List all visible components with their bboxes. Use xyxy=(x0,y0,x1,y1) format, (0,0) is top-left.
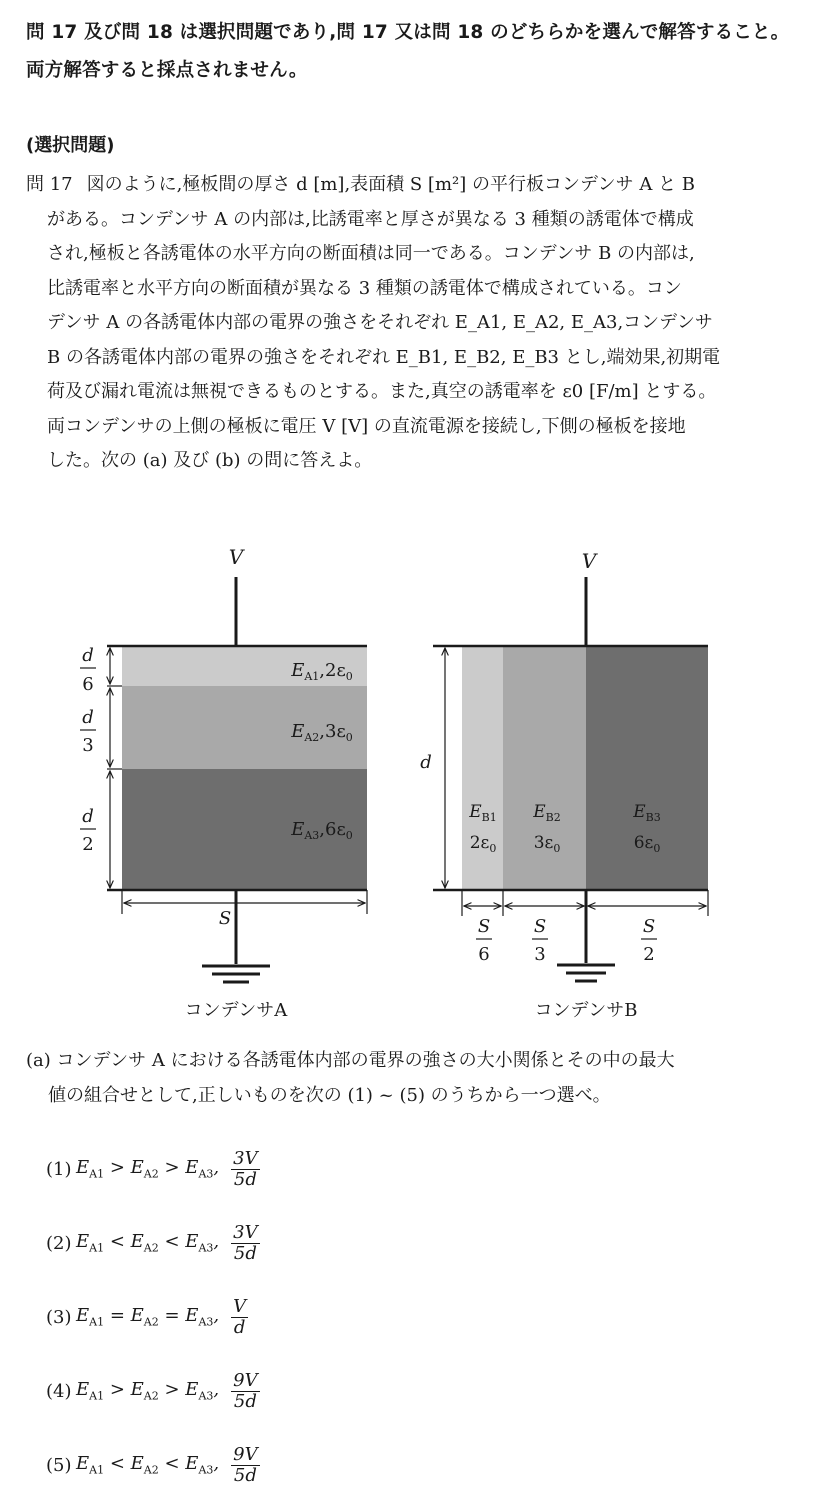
capacitor-b-ground-icon xyxy=(557,965,615,981)
question-line-5: デンサ A の各誘電体内部の電界の強さをそれぞれ E_A1, E_A2, E_A3,コンデンサ xyxy=(47,312,713,333)
capacitor-b-voltage-label: V xyxy=(581,549,597,573)
question-line-9: した。次の (a) 及び (b) の問に答えよ。 xyxy=(47,450,373,471)
notice-line-2: 両方解答すると採点されません。 xyxy=(26,60,308,81)
capacitor-b-col-3-field: $E_{B3}$ xyxy=(633,802,661,824)
capacitor-a-layer-1-label: $E_{A1},2\varepsilon_0$ xyxy=(291,660,353,683)
choice-number: (1) xyxy=(46,1158,72,1180)
capacitor-b-caption: コンデンサB xyxy=(534,1000,638,1021)
capacitor-figure xyxy=(60,530,760,1029)
dim-b2-num: S xyxy=(533,916,547,937)
choice-expression: $E_{A1} < E_{A2} < E_{A3}$, xyxy=(76,1453,220,1477)
choice-fraction: $\frac{3V}{5d}$ xyxy=(233,1147,258,1190)
question-line-4: 比誘電率と水平方向の断面積が異なる 3 種類の誘電体で構成されている。コン xyxy=(47,277,682,299)
question-line-2: がある。コンデンサ A の内部は,比誘電率と厚さが異なる 3 種類の誘電体で構成 xyxy=(47,208,694,230)
choice-expression: $E_{A1} > E_{A2} > E_{A3}$, xyxy=(76,1379,220,1403)
dim-a2-num: d xyxy=(82,707,94,728)
part-a-question xyxy=(26,1043,806,1113)
choice-number: (4) xyxy=(46,1380,72,1402)
choice-number: (3) xyxy=(46,1306,72,1328)
capacitor-b-col-1-eps: $2\varepsilon_0$ xyxy=(469,833,497,855)
capacitor-b-col-3-eps: $6\varepsilon_0$ xyxy=(633,833,661,855)
capacitor-a-voltage-label: V xyxy=(228,545,244,569)
capacitor-a-ground-icon xyxy=(202,966,270,982)
dim-a2-den: 3 xyxy=(82,735,94,756)
part-a-line-2: 値の組合せとして,正しいものを次の (1) ~ (5) のうちから一つ選べ。 xyxy=(48,1085,611,1106)
capacitor-a-caption: コンデンサA xyxy=(184,1000,288,1021)
notice-line-1: 問 17 及び問 18 は選択問題であり,問 17 又は問 18 のどちらかを選んで解答すること。 xyxy=(26,22,790,43)
section-label: (選択問題) xyxy=(26,135,115,156)
capacitor-a-layer-2-label: $E_{A2},3\varepsilon_0$ xyxy=(291,721,353,744)
capacitor-diagram-svg xyxy=(60,530,760,1025)
question-line-1 xyxy=(26,168,796,203)
question-line-7: 荷及び漏れ電流は無視できるものとする。また,真空の誘電率を ε0 [F/m] とする。 xyxy=(47,381,717,402)
choice-number: (2) xyxy=(46,1232,72,1254)
choice-4[interactable] xyxy=(46,1366,260,1416)
question-text: 図のように,極板間の厚さ d [m],表面積 S [m²] の平行板コンデンサ A と B xyxy=(86,174,696,195)
capacitor-a xyxy=(80,545,367,1021)
question-line-3: され,極板と各誘電体の水平方向の断面積は同一である。コンデンサ B の内部は, xyxy=(47,243,695,264)
question-line-8: 両コンデンサの上側の極板に電圧 V [V] の直流電源を接続し,下側の極板を接地 xyxy=(47,415,686,437)
question-number: 問 17 xyxy=(26,174,73,195)
choice-2[interactable] xyxy=(46,1218,260,1268)
dim-a3-num: d xyxy=(82,806,94,827)
dim-b1-num: S xyxy=(477,916,491,937)
dim-b1-den: 6 xyxy=(478,944,490,965)
capacitor-b-col-1-field: $E_{B1}$ xyxy=(469,802,497,824)
capacitor-b-column-3 xyxy=(586,646,708,890)
dim-a1-den: 6 xyxy=(82,674,94,695)
capacitor-b-height-label: d xyxy=(420,752,432,773)
capacitor-a-width-label: S xyxy=(218,908,232,929)
capacitor-b-col-2-field: $E_{B2}$ xyxy=(533,802,561,824)
part-a-line-1: (a) コンデンサ A における各誘電体内部の電界の強さの大小関係とその中の最大 xyxy=(26,1050,675,1071)
choice-expression: $E_{A1} > E_{A2} > E_{A3}$, xyxy=(76,1157,220,1181)
capacitor-b-col-2-eps: $3\varepsilon_0$ xyxy=(533,833,561,855)
choice-fraction: $\frac{3V}{5d}$ xyxy=(233,1221,258,1264)
choice-5[interactable] xyxy=(46,1440,260,1490)
dim-a1-num: d xyxy=(82,645,94,666)
dim-a3-den: 2 xyxy=(82,834,94,855)
dim-b3-num: S xyxy=(642,916,656,937)
dim-b2-den: 3 xyxy=(534,944,546,965)
choice-expression: $E_{A1} < E_{A2} < E_{A3}$, xyxy=(76,1231,220,1255)
dim-b3-den: 2 xyxy=(643,944,655,965)
question-line-6: B の各誘電体内部の電界の強さをそれぞれ E_B1, E_B2, E_B3 とし,端効果,初期電 xyxy=(47,346,721,368)
capacitor-b-column-1 xyxy=(462,646,503,890)
choice-3[interactable] xyxy=(46,1292,248,1342)
capacitor-a-layer-3-label: $E_{A3},6\varepsilon_0$ xyxy=(291,819,353,842)
choice-fraction: $\frac{9V}{5d}$ xyxy=(233,1369,258,1412)
choice-fraction: $\frac{9V}{5d}$ xyxy=(233,1443,258,1486)
choice-expression: $E_{A1} = E_{A2} = E_{A3}$, xyxy=(76,1305,220,1329)
capacitor-b xyxy=(420,549,708,1021)
choice-fraction: $\frac{V}{d}$ xyxy=(233,1295,247,1338)
question-17-body xyxy=(26,168,796,479)
capacitor-b-column-2 xyxy=(503,646,586,890)
choice-1[interactable] xyxy=(46,1144,260,1194)
selection-notice xyxy=(26,14,816,90)
choice-number: (5) xyxy=(46,1454,72,1476)
